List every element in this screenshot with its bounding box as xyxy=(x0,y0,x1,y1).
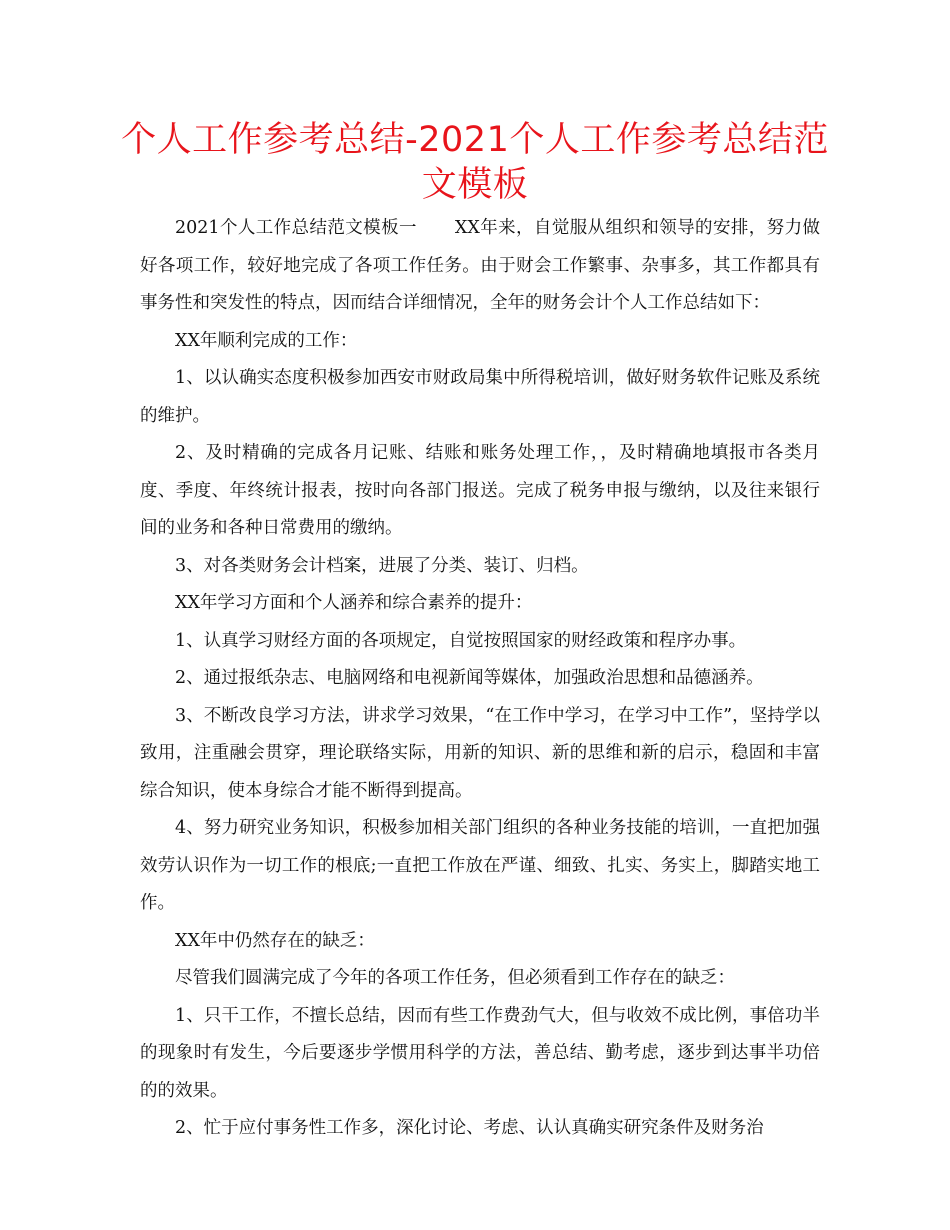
paragraph: 4、努力研究业务知识，积极参加相关部门组织的各种业务技能的培训，一直把加强效劳认识作为一切工作的根底;一直把工作放在严谨、细致、扎实、务实上，脚踏实地工作。 xyxy=(140,818,820,913)
paragraph: 3、对各类财务会计档案，进展了分类、装订、归档。 xyxy=(175,555,589,576)
paragraph: 2、忙于应付事务性工作多，深化讨论、考虑、认认真确实研究条件及财务治 xyxy=(175,1118,764,1138)
document-body xyxy=(140,210,820,1148)
document-title: 个人工作参考总结-2021个人工作参考总结范文模板 xyxy=(121,120,829,205)
paragraph: 尽管我们圆满完成了今年的各项工作任务，但必须看到工作存在的缺乏： xyxy=(175,968,735,988)
paragraph: 1、只干工作，不擅长总结，因而有些工作费劲气大，但与收效不成比例，事倍功半的现象时有发生，今后要逐步学惯用科学的方法，善总结、勤考虑，逐步到达事半功倍的的效果。 xyxy=(140,1005,820,1101)
intro-heading: 2021个人工作总结范文模板一 xyxy=(175,218,417,238)
section-heading-completed: XX年顺利完成的工作： xyxy=(175,330,358,351)
paragraph: 3、不断改良学习方法，讲求学习效果，“在工作中学习，在学习中工作”，坚持学以致用，注重融会贯穿，理论联络实际，用新的知识、新的思维和新的启示，稳固和丰富综合知识，使本身综合才能不断得到提高。 xyxy=(140,705,820,801)
paragraph-text: XX年来，自觉服从组织和领导的安排，努力做好各项工作，较好地完成了各项工作任务。由于财会工作繁事、杂事多，其工作都具有事务性和突发性的特点，因而结合详细情况，全年的财务会计个人工作总结如下： xyxy=(140,218,820,313)
paragraph-intro xyxy=(140,210,820,323)
paragraph: 1、以认确实态度积极参加西安市财政局集中所得税培训，做好财务软件记账及系统的维护。 xyxy=(140,368,820,426)
paragraph: 2、及时精确的完成各月记账、结账和账务处理工作，，及时精确地填报市各类月度、季度、年终统计报表，按时向各部门报送。完成了税务申报与缴纳，以及往来银行间的业务和各种日常费用的缴纳。 xyxy=(140,443,820,538)
section-heading-learning: XX年学习方面和个人涵养和综合素养的提升： xyxy=(175,593,533,613)
section-heading-shortcomings: XX年中仍然存在的缺乏： xyxy=(175,930,375,951)
paragraph: 2、通过报纸杂志、电脑网络和电视新闻等媒体，加强政治思想和品德涵养。 xyxy=(175,668,764,688)
paragraph: 1、认真学习财经方面的各项规定，自觉按照国家的财经政策和程序办事。 xyxy=(175,630,747,651)
